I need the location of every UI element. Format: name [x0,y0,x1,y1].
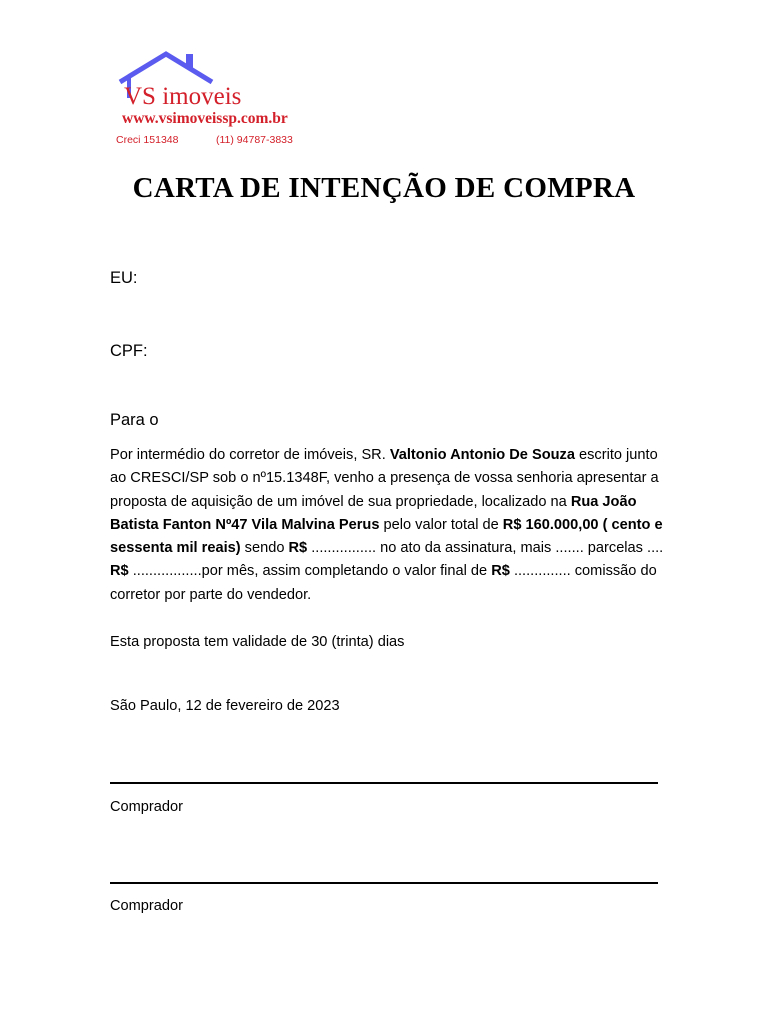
field-eu: EU: [110,269,138,287]
currency-label: R$ [110,563,129,580]
proposal-paragraph [110,444,670,607]
signature-label-2: Comprador [110,898,183,914]
logo-phone: (11) 94787-3833 [216,134,293,146]
total-value: R$ 160.000,00 ( cento e sessenta mil reais) [110,516,663,557]
date-line: São Paulo, 12 de fevereiro de 2023 [110,698,340,714]
logo-website: www.vsimoveissp.com.br [122,110,288,127]
field-para: Para o [110,411,159,429]
body-text: Por intermédio do corretor de imóveis, SR. [110,447,390,463]
signature-line-1 [110,782,658,784]
property-address: Rua João Batista Fanton Nº47 Vila Malvina Perus [110,493,637,533]
broker-name: Valtonio Antonio De Souza [389,447,575,463]
body-text: sendo [240,540,289,557]
body-text: .............. comissão do corretor por parte do vendedor. [110,563,657,603]
body-text: escrito junto ao CRESCI/SP sob o nº15.1348F, venho a presença de vossa senhoria apresentar a proposta de aquisição de um imóvel de sua propriedade, localizado na [110,447,659,510]
document-title: CARTA DE INTENÇÃO DE COMPRA [132,172,636,204]
logo-creci: Creci 151348 [116,134,179,146]
signature-line-2 [110,882,658,884]
currency-label: R$ [491,563,510,580]
signature-label-1: Comprador [110,799,183,815]
field-cpf: CPF: [110,342,148,360]
currency-label: R$ [288,540,308,557]
body-text: ................ no ato da assinatura, mais ....... parcelas .... [307,540,664,557]
company-logo [108,44,318,154]
body-text: .................por mês, assim completando o valor final de [128,563,492,580]
body-text: pelo valor total de [379,516,503,533]
logo-company-name: VS imoveis [124,83,242,110]
validity-statement: Esta proposta tem validade de 30 (trinta) dias [110,634,405,650]
